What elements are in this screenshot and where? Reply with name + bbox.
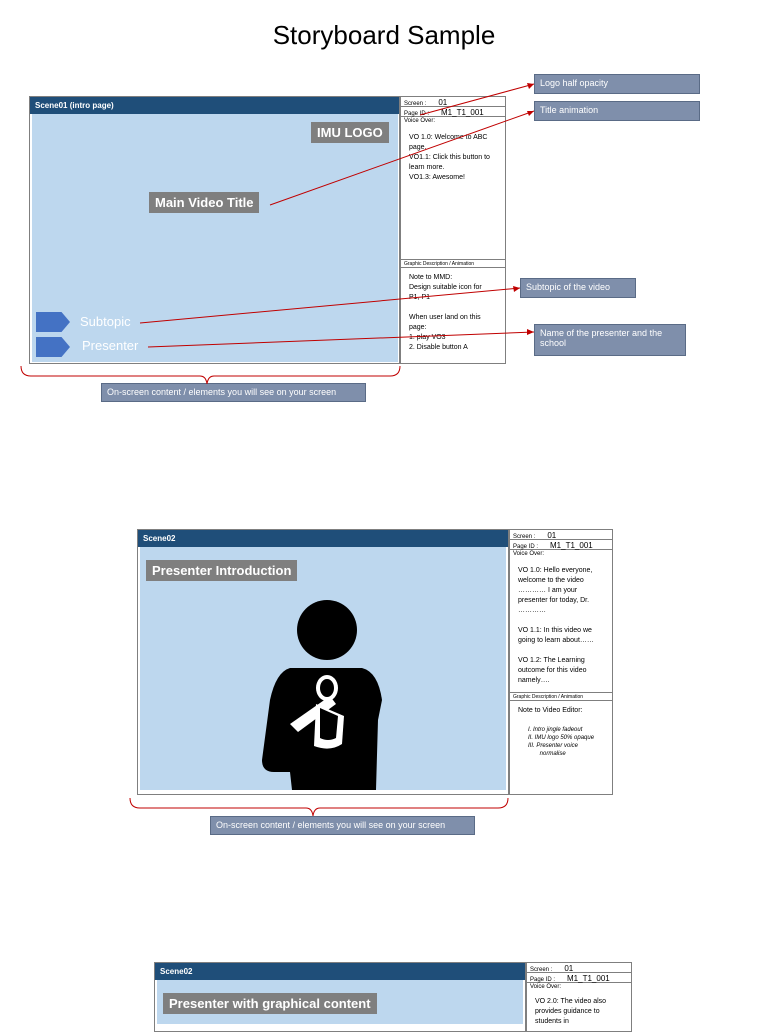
voiceover-text	[535, 997, 631, 1027]
screen-value: 01	[564, 964, 574, 973]
voiceover-label: Voice Over:	[404, 118, 436, 124]
vo-line: going to learn about……	[518, 637, 594, 644]
scene2-brace-caption: On-screen content / elements you will see on your screen	[210, 816, 475, 835]
graphic-text	[409, 273, 505, 353]
graphic-list-item: normalise	[528, 751, 566, 757]
screen-row	[510, 530, 612, 540]
pageid-row	[401, 107, 505, 117]
vo-line: VO 1.2: The Learning	[518, 657, 585, 664]
graphic-line: 1. play VO3	[409, 334, 446, 341]
voiceover-text	[518, 566, 612, 686]
graphic-line: 2. Disable button A	[409, 344, 468, 351]
graphic-line: Design suitable icon for	[409, 284, 482, 291]
vo-line: VO1.1: Click this button to	[409, 154, 490, 161]
pageid-label: Page ID :	[530, 977, 556, 983]
vo-line: students in	[535, 1018, 569, 1025]
voiceover-label: Voice Over:	[513, 551, 545, 557]
note-title-animation: Title animation	[534, 101, 700, 121]
graphic-heading: Note to Video Editor:	[518, 707, 583, 714]
logo-placeholder: IMU LOGO	[311, 122, 389, 143]
arrowhead-presenter	[527, 329, 534, 335]
screen-row	[527, 963, 631, 973]
note-presenter: Name of the presenter and the school	[534, 324, 686, 356]
pageid-value: M1_T1_001	[441, 108, 484, 117]
scene2-header: Scene02	[137, 529, 509, 547]
graphic-label: Graphic Description / Animation	[510, 692, 612, 701]
vo-line: page.	[409, 144, 427, 151]
main-video-title: Main Video Title	[149, 192, 259, 213]
vo-line: VO 1.0: Hello everyone,	[518, 567, 593, 574]
graphic-list-item: III. Presenter voice	[528, 743, 579, 749]
pageid-value: M1_T1_001	[567, 974, 610, 983]
vo-line: VO1.3: Awesome!	[409, 174, 465, 181]
voiceover-text	[409, 133, 505, 183]
vo-line: outcome for this video	[518, 667, 587, 674]
vo-line: VO 2.0: The video also	[535, 998, 607, 1005]
pageid-label: Page ID :	[513, 544, 539, 550]
scene1-brace-caption: On-screen content / elements you will see on your screen	[101, 383, 366, 402]
scene1-side-table	[400, 96, 506, 364]
graphic-spacer	[409, 303, 505, 313]
arrowhead-subtopic	[513, 286, 520, 292]
pageid-row	[510, 540, 612, 550]
presenter-introduction-title: Presenter Introduction	[146, 560, 297, 581]
vo-line: VO 1.1: In this video we	[518, 627, 592, 634]
scene3-header: Scene02	[154, 962, 526, 980]
graphic-line: P1, P1	[409, 294, 431, 301]
vo-line: VO 1.0: Welcome to ABC	[409, 134, 488, 141]
scene2-side-table	[509, 529, 613, 795]
voiceover-label: Voice Over:	[530, 984, 562, 990]
screen-label: Screen :	[404, 101, 427, 107]
arrowhead-title	[527, 111, 534, 116]
graphic-line: Note to MMD:	[409, 274, 453, 281]
vo-line: ………… I am your	[518, 587, 578, 594]
screen-label: Screen :	[513, 534, 536, 540]
screen-value: 01	[438, 98, 448, 107]
presenter-text: Presenter	[82, 338, 139, 353]
scene3-side-table	[526, 962, 632, 1032]
scene1-header: Scene01 (intro page)	[29, 96, 400, 114]
pageid-value: M1_T1_001	[550, 541, 593, 550]
graphic-line: When user land on this	[409, 314, 481, 321]
note-logo-opacity: Logo half opacity	[534, 74, 700, 94]
page-title: Storyboard Sample	[272, 20, 496, 50]
scene2-brace	[130, 798, 508, 816]
pageid-label: Page ID :	[404, 111, 430, 117]
note-subtopic: Subtopic of the video	[520, 278, 636, 298]
vo-line: presenter for today, Dr.	[518, 597, 590, 604]
subtopic-text: Subtopic	[80, 314, 131, 329]
vo-line: welcome to the video	[518, 577, 584, 584]
graphic-list	[528, 726, 612, 758]
scene1-brace	[21, 366, 400, 384]
graphic-list-item: I. Intro jingle fadeout	[528, 727, 583, 733]
graphic-line: page:	[409, 324, 427, 331]
vo-line: learn more.	[409, 164, 445, 171]
screen-row	[401, 97, 505, 107]
vo-line: …………	[518, 607, 546, 614]
graphic-list-item: II. IMU logo 50% opaque	[528, 735, 595, 741]
vo-line: namely….	[518, 677, 550, 684]
pageid-row	[527, 973, 631, 983]
vo-line: provides guidance to	[535, 1008, 600, 1015]
screen-value: 01	[547, 531, 557, 540]
presenter-graphical-title: Presenter with graphical content	[163, 993, 377, 1014]
vo-spacer	[518, 616, 612, 626]
graphic-label: Graphic Description / Animation	[401, 259, 505, 268]
arrowhead-logo	[527, 83, 534, 89]
screen-label: Screen :	[530, 967, 553, 973]
vo-spacer	[518, 646, 612, 656]
